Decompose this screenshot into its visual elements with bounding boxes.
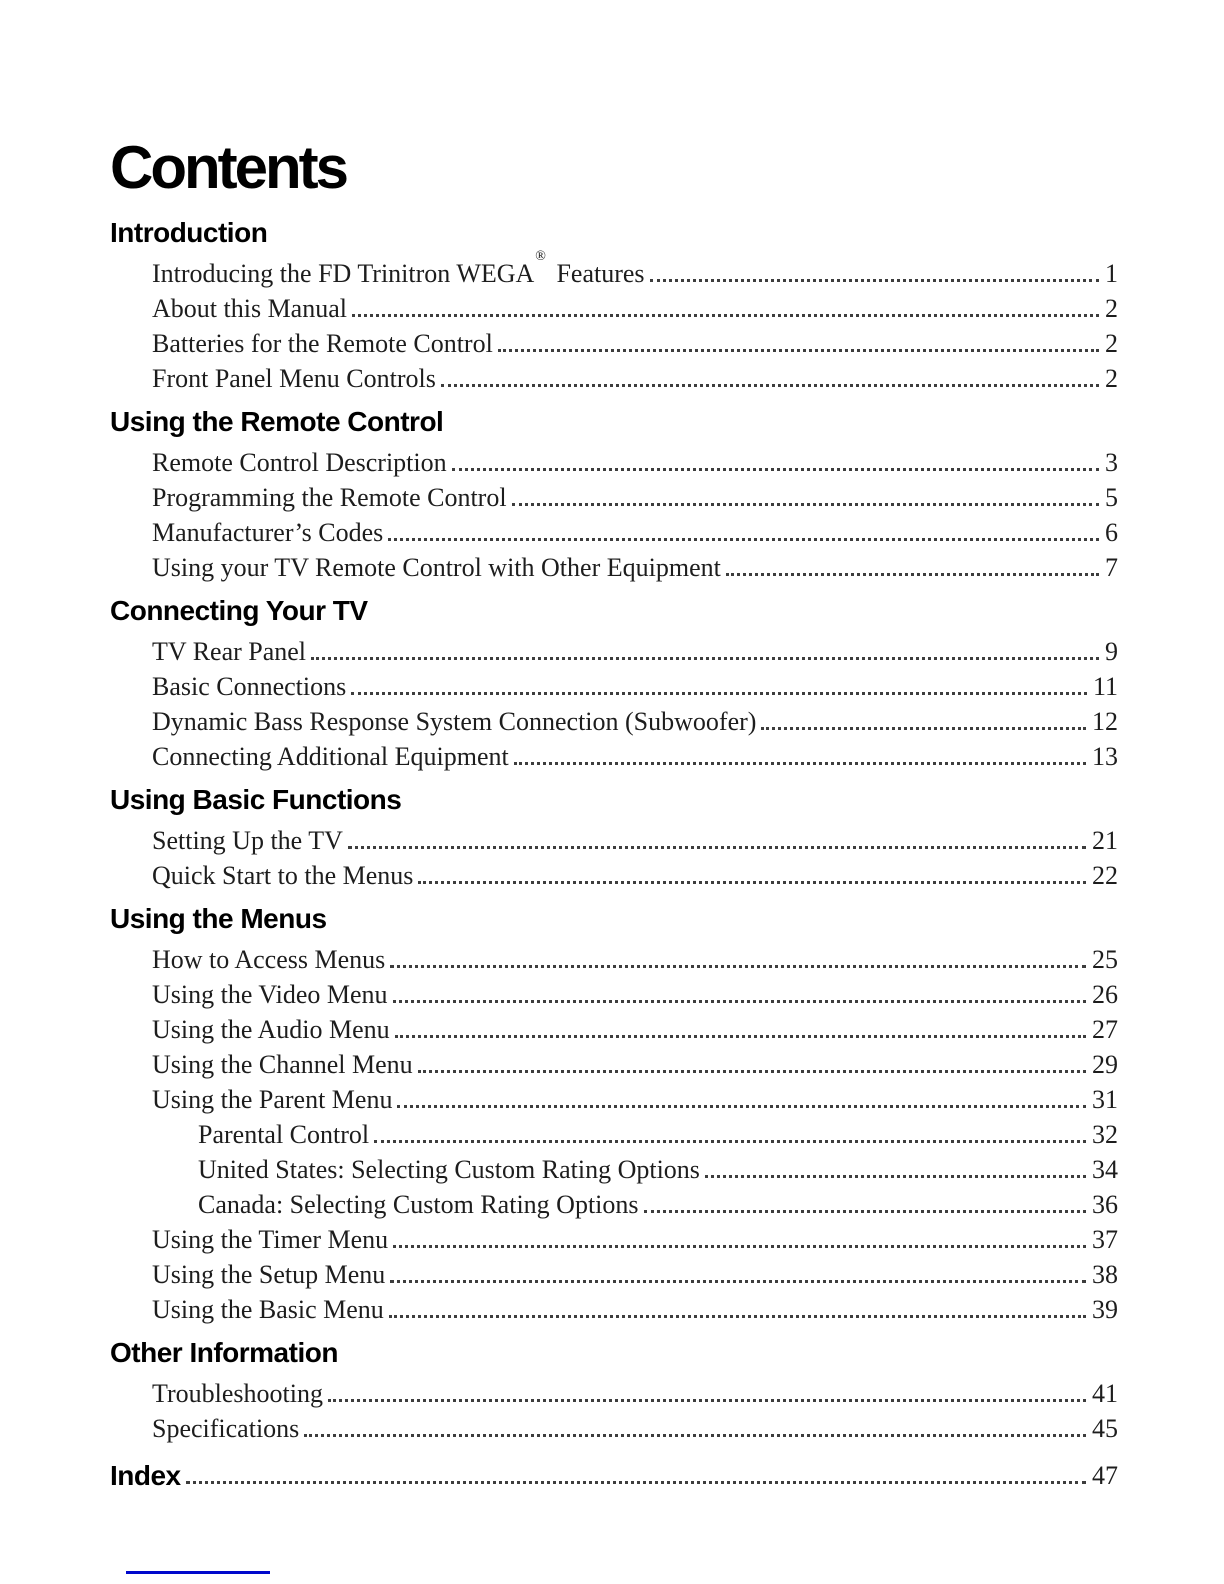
toc-entry-label: Manufacturer’s Codes bbox=[152, 518, 384, 547]
toc-entry bbox=[110, 513, 1118, 548]
toc-index-label: Index bbox=[110, 1460, 181, 1491]
toc-entry bbox=[110, 1220, 1118, 1255]
toc-entry bbox=[110, 1255, 1118, 1290]
dot-leader bbox=[761, 727, 1086, 730]
dot-leader bbox=[418, 881, 1086, 884]
toc-entry-label: United States: Selecting Custom Rating Options bbox=[198, 1155, 700, 1184]
page-number: 29 bbox=[1092, 1050, 1118, 1079]
toc-section-heading: Other Information bbox=[110, 1337, 338, 1368]
page-number: 21 bbox=[1092, 826, 1118, 855]
toc-entry-label: Using the Timer Menu bbox=[152, 1225, 389, 1254]
page-number: 12 bbox=[1092, 707, 1118, 736]
toc-entry-label: Specifications bbox=[152, 1414, 300, 1443]
page-number: 47 bbox=[1092, 1461, 1118, 1490]
page-number: 27 bbox=[1092, 1015, 1118, 1044]
dot-leader bbox=[304, 1434, 1086, 1437]
toc-entry-label: Using the Basic Menu bbox=[152, 1295, 384, 1324]
page-number: 41 bbox=[1092, 1379, 1118, 1408]
page-number: 37 bbox=[1092, 1225, 1118, 1254]
dot-leader bbox=[186, 1481, 1086, 1484]
page-number: 39 bbox=[1092, 1295, 1118, 1324]
toc-entry-label: Using the Setup Menu bbox=[152, 1260, 386, 1289]
toc-entry-label: Using the Channel Menu bbox=[152, 1050, 413, 1079]
toc-section-heading: Using Basic Functions bbox=[110, 784, 402, 815]
toc-entry-label: Canada: Selecting Custom Rating Options bbox=[198, 1190, 639, 1219]
page-number: 34 bbox=[1092, 1155, 1118, 1184]
dot-leader bbox=[389, 1315, 1086, 1318]
dot-leader bbox=[374, 1140, 1086, 1143]
toc-entry-label-text: Introducing the FD Trinitron WEGA bbox=[152, 259, 535, 288]
toc-entry bbox=[110, 702, 1118, 737]
dot-leader bbox=[352, 314, 1099, 317]
dot-leader bbox=[512, 503, 1099, 506]
page-number: 2 bbox=[1105, 294, 1118, 323]
dot-leader bbox=[726, 573, 1099, 576]
toc-entry-label: Using the Video Menu bbox=[152, 980, 388, 1009]
toc-entry-label: Using your TV Remote Control with Other Equipment bbox=[152, 553, 721, 582]
toc-entry bbox=[110, 249, 1118, 289]
toc-entry bbox=[110, 1290, 1118, 1325]
page-number: 25 bbox=[1092, 945, 1118, 974]
toc-entry bbox=[110, 940, 1118, 975]
dot-leader bbox=[452, 468, 1099, 471]
dot-leader bbox=[644, 1210, 1086, 1213]
dot-leader bbox=[498, 349, 1099, 352]
toc-entry-label-text: Features bbox=[549, 259, 645, 288]
toc-entry-label: Parental Control bbox=[198, 1120, 370, 1149]
toc-entry bbox=[110, 737, 1118, 772]
page-number: 5 bbox=[1105, 483, 1118, 512]
page-number: 11 bbox=[1092, 672, 1118, 701]
dot-leader bbox=[397, 1105, 1086, 1108]
toc-entry-label: Using the Parent Menu bbox=[152, 1085, 393, 1114]
toc-entry-label: Front Panel Menu Controls bbox=[152, 364, 436, 393]
toc-entry bbox=[110, 359, 1118, 394]
toc-entry bbox=[110, 1374, 1118, 1409]
page-number: 26 bbox=[1092, 980, 1118, 1009]
dot-leader bbox=[351, 692, 1087, 695]
toc-entry bbox=[110, 1045, 1118, 1080]
toc-entry bbox=[110, 1150, 1118, 1185]
dot-leader bbox=[328, 1399, 1086, 1402]
page-number: 1 bbox=[1105, 259, 1118, 288]
toc-index-row bbox=[110, 1456, 1118, 1491]
dot-leader bbox=[311, 657, 1099, 660]
toc-entry bbox=[110, 324, 1118, 359]
page-number: 2 bbox=[1105, 329, 1118, 358]
page-number: 2 bbox=[1105, 364, 1118, 393]
toc-entry bbox=[110, 478, 1118, 513]
registered-trademark-symbol: ® bbox=[535, 249, 546, 265]
dot-leader bbox=[418, 1070, 1086, 1073]
toc-entry bbox=[110, 856, 1118, 891]
page-title: Contents bbox=[110, 134, 346, 201]
page-number: 36 bbox=[1092, 1190, 1118, 1219]
toc-entry-label: TV Rear Panel bbox=[152, 637, 307, 666]
toc-entry-label: Connecting Additional Equipment bbox=[152, 742, 509, 771]
page-number: 13 bbox=[1092, 742, 1118, 771]
dot-leader bbox=[390, 1280, 1086, 1283]
page-number: 31 bbox=[1092, 1085, 1118, 1114]
toc-entry-label: Dynamic Bass Response System Connection (Subwoofer) bbox=[152, 707, 757, 736]
toc-entry-label: Quick Start to the Menus bbox=[152, 861, 414, 890]
page-number: 22 bbox=[1092, 861, 1118, 890]
toc-entry bbox=[110, 548, 1118, 583]
toc-entry bbox=[110, 667, 1118, 702]
dot-leader bbox=[650, 279, 1099, 282]
toc-entry-label: Programming the Remote Control bbox=[152, 483, 507, 512]
toc-entry bbox=[110, 632, 1118, 667]
footer-line bbox=[126, 1571, 270, 1574]
toc-entry-label: Troubleshooting bbox=[152, 1379, 323, 1408]
toc-entry bbox=[110, 1080, 1118, 1115]
toc-entry-label: How to Access Menus bbox=[152, 945, 386, 974]
dot-leader bbox=[390, 965, 1086, 968]
page-number: 9 bbox=[1105, 637, 1118, 666]
toc-section-heading: Using the Remote Control bbox=[110, 406, 444, 437]
dot-leader bbox=[348, 846, 1086, 849]
toc-entry bbox=[110, 1010, 1118, 1045]
toc-entry bbox=[110, 1409, 1118, 1444]
toc-page bbox=[110, 134, 1118, 1491]
toc-section-heading: Introduction bbox=[110, 217, 268, 248]
dot-leader bbox=[395, 1035, 1086, 1038]
toc-entry bbox=[110, 975, 1118, 1010]
toc-section-heading: Connecting Your TV bbox=[110, 595, 368, 626]
dot-leader bbox=[393, 1245, 1086, 1248]
toc-entry bbox=[110, 289, 1118, 324]
page-number: 6 bbox=[1105, 518, 1118, 547]
toc-section-heading: Using the Menus bbox=[110, 903, 327, 934]
toc-entry bbox=[110, 1115, 1118, 1150]
toc-entry-label: Basic Connections bbox=[152, 672, 347, 701]
page-number: 3 bbox=[1105, 448, 1118, 477]
toc-entry-label: Using the Audio Menu bbox=[152, 1015, 390, 1044]
dot-leader bbox=[441, 384, 1099, 387]
toc-entry bbox=[110, 821, 1118, 856]
page-number: 7 bbox=[1105, 553, 1118, 582]
toc-entry-label: Setting Up the TV bbox=[152, 826, 343, 855]
toc-entry bbox=[110, 443, 1118, 478]
dot-leader bbox=[514, 762, 1086, 765]
toc-entry-label: Remote Control Description bbox=[152, 448, 447, 477]
toc-entry-label bbox=[152, 249, 645, 289]
dot-leader bbox=[393, 1000, 1086, 1003]
toc-entry-label: About this Manual bbox=[152, 294, 347, 323]
page-number: 45 bbox=[1092, 1414, 1118, 1443]
toc-entry-label: Batteries for the Remote Control bbox=[152, 329, 493, 358]
dot-leader bbox=[705, 1175, 1086, 1178]
toc-entry bbox=[110, 1185, 1118, 1220]
page-number: 38 bbox=[1092, 1260, 1118, 1289]
toc-list bbox=[110, 218, 1118, 1444]
page-number: 32 bbox=[1092, 1120, 1118, 1149]
dot-leader bbox=[388, 538, 1099, 541]
